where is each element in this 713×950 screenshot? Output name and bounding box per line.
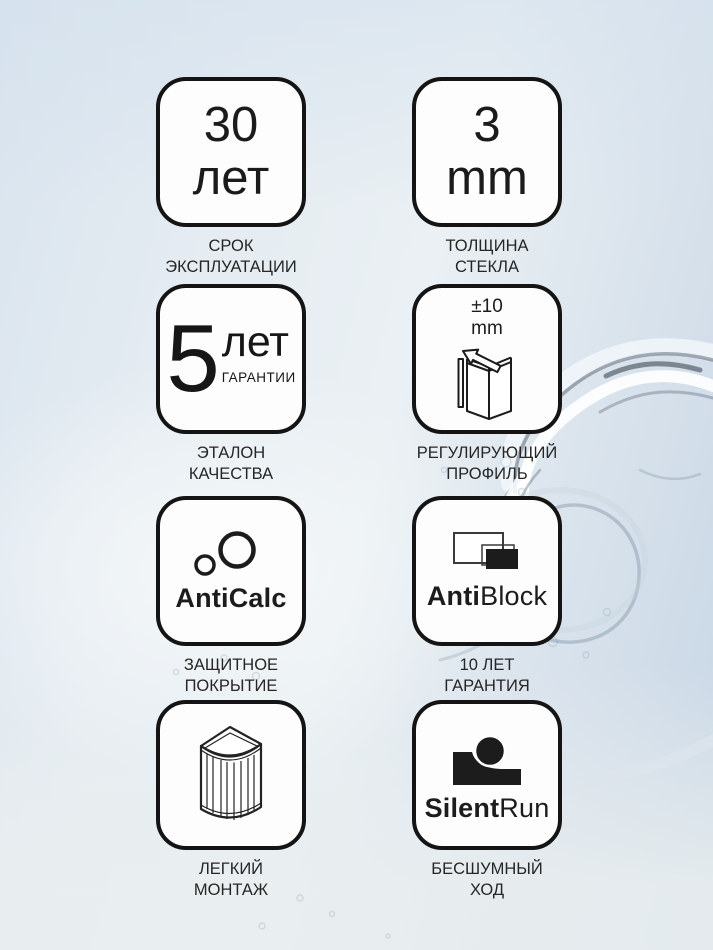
warranty-unit: лет xyxy=(221,317,290,366)
badge-box xyxy=(412,284,562,434)
badge-box xyxy=(156,284,306,434)
feature-antiblock-warranty xyxy=(412,496,562,697)
feature-adjustable-profile xyxy=(412,284,562,485)
tolerance-label-line2: mm xyxy=(471,318,503,339)
badge-value-line2: лет xyxy=(192,151,270,205)
feature-service-life xyxy=(156,77,306,278)
warranty-number: 5 xyxy=(166,304,220,412)
badge-caption xyxy=(113,443,349,485)
caption-line2: ЭКСПЛУАТАЦИИ xyxy=(165,258,297,276)
bubbles-icon xyxy=(185,529,277,579)
caption-line2: ГАРАНТИЯ xyxy=(444,677,530,695)
badge-caption xyxy=(113,859,349,901)
badge-box xyxy=(156,496,306,646)
caption-line1: ЗАЩИТНОЕ xyxy=(183,656,279,674)
caption-line2: МОНТАЖ xyxy=(193,881,269,899)
silentrun-logo: SilentRun xyxy=(424,792,550,823)
caption-line2: КАЧЕСТВА xyxy=(188,465,274,483)
caption-line1: ЭТАЛОН xyxy=(196,444,266,462)
caption-line2: СТЕКЛА xyxy=(455,258,519,276)
badge-caption xyxy=(369,655,605,697)
feature-quality-standard xyxy=(156,284,306,485)
warranty-lockup xyxy=(166,304,296,412)
caption-line1: БЕСШУМНЫЙ xyxy=(431,860,543,878)
badge-value-line1: 30 xyxy=(203,98,259,153)
badge-caption xyxy=(369,236,605,278)
caption-line1: ТОЛЩИНА xyxy=(445,237,529,255)
badge-value-line2: mm xyxy=(446,151,528,205)
caption-line1: 10 ЛЕТ xyxy=(459,656,515,674)
anticalc-logo: AntiCalc xyxy=(175,582,287,613)
antiblock-logo: AntiBlock xyxy=(426,580,548,611)
feature-silent-run xyxy=(412,700,562,901)
feature-easy-installation xyxy=(156,700,306,901)
badge-caption xyxy=(113,655,349,697)
badge-caption xyxy=(369,859,605,901)
caption-line1: РЕГУЛИРУЮЩИЙ xyxy=(416,444,558,462)
badge-box xyxy=(412,77,562,227)
tolerance-label-line1: ±10 xyxy=(471,295,503,317)
caption-line1: СРОК xyxy=(208,237,254,255)
badge-box xyxy=(156,77,306,227)
caption-line2: ПРОФИЛЬ xyxy=(446,465,528,483)
badge-box xyxy=(412,496,562,646)
caption-line2: ПОКРЫТИЕ xyxy=(184,677,278,695)
feature-glass-thickness xyxy=(412,77,562,278)
overlapping-panels-icon xyxy=(452,531,522,575)
caption-line1: ЛЕГКИЙ xyxy=(198,860,264,878)
feature-anticalc-coating xyxy=(156,496,306,697)
badge-box xyxy=(412,700,562,850)
caption-line2: ХОД xyxy=(469,881,505,899)
badge-box xyxy=(156,700,306,850)
shower-cabin-icon xyxy=(194,719,268,831)
roller-icon xyxy=(445,727,529,791)
adjustable-profile-icon xyxy=(455,342,519,422)
warranty-word: ГАРАНТИИ xyxy=(221,370,296,386)
badge-caption xyxy=(369,443,605,485)
badge-caption xyxy=(113,236,349,278)
badge-value-line1: 3 xyxy=(473,98,501,153)
